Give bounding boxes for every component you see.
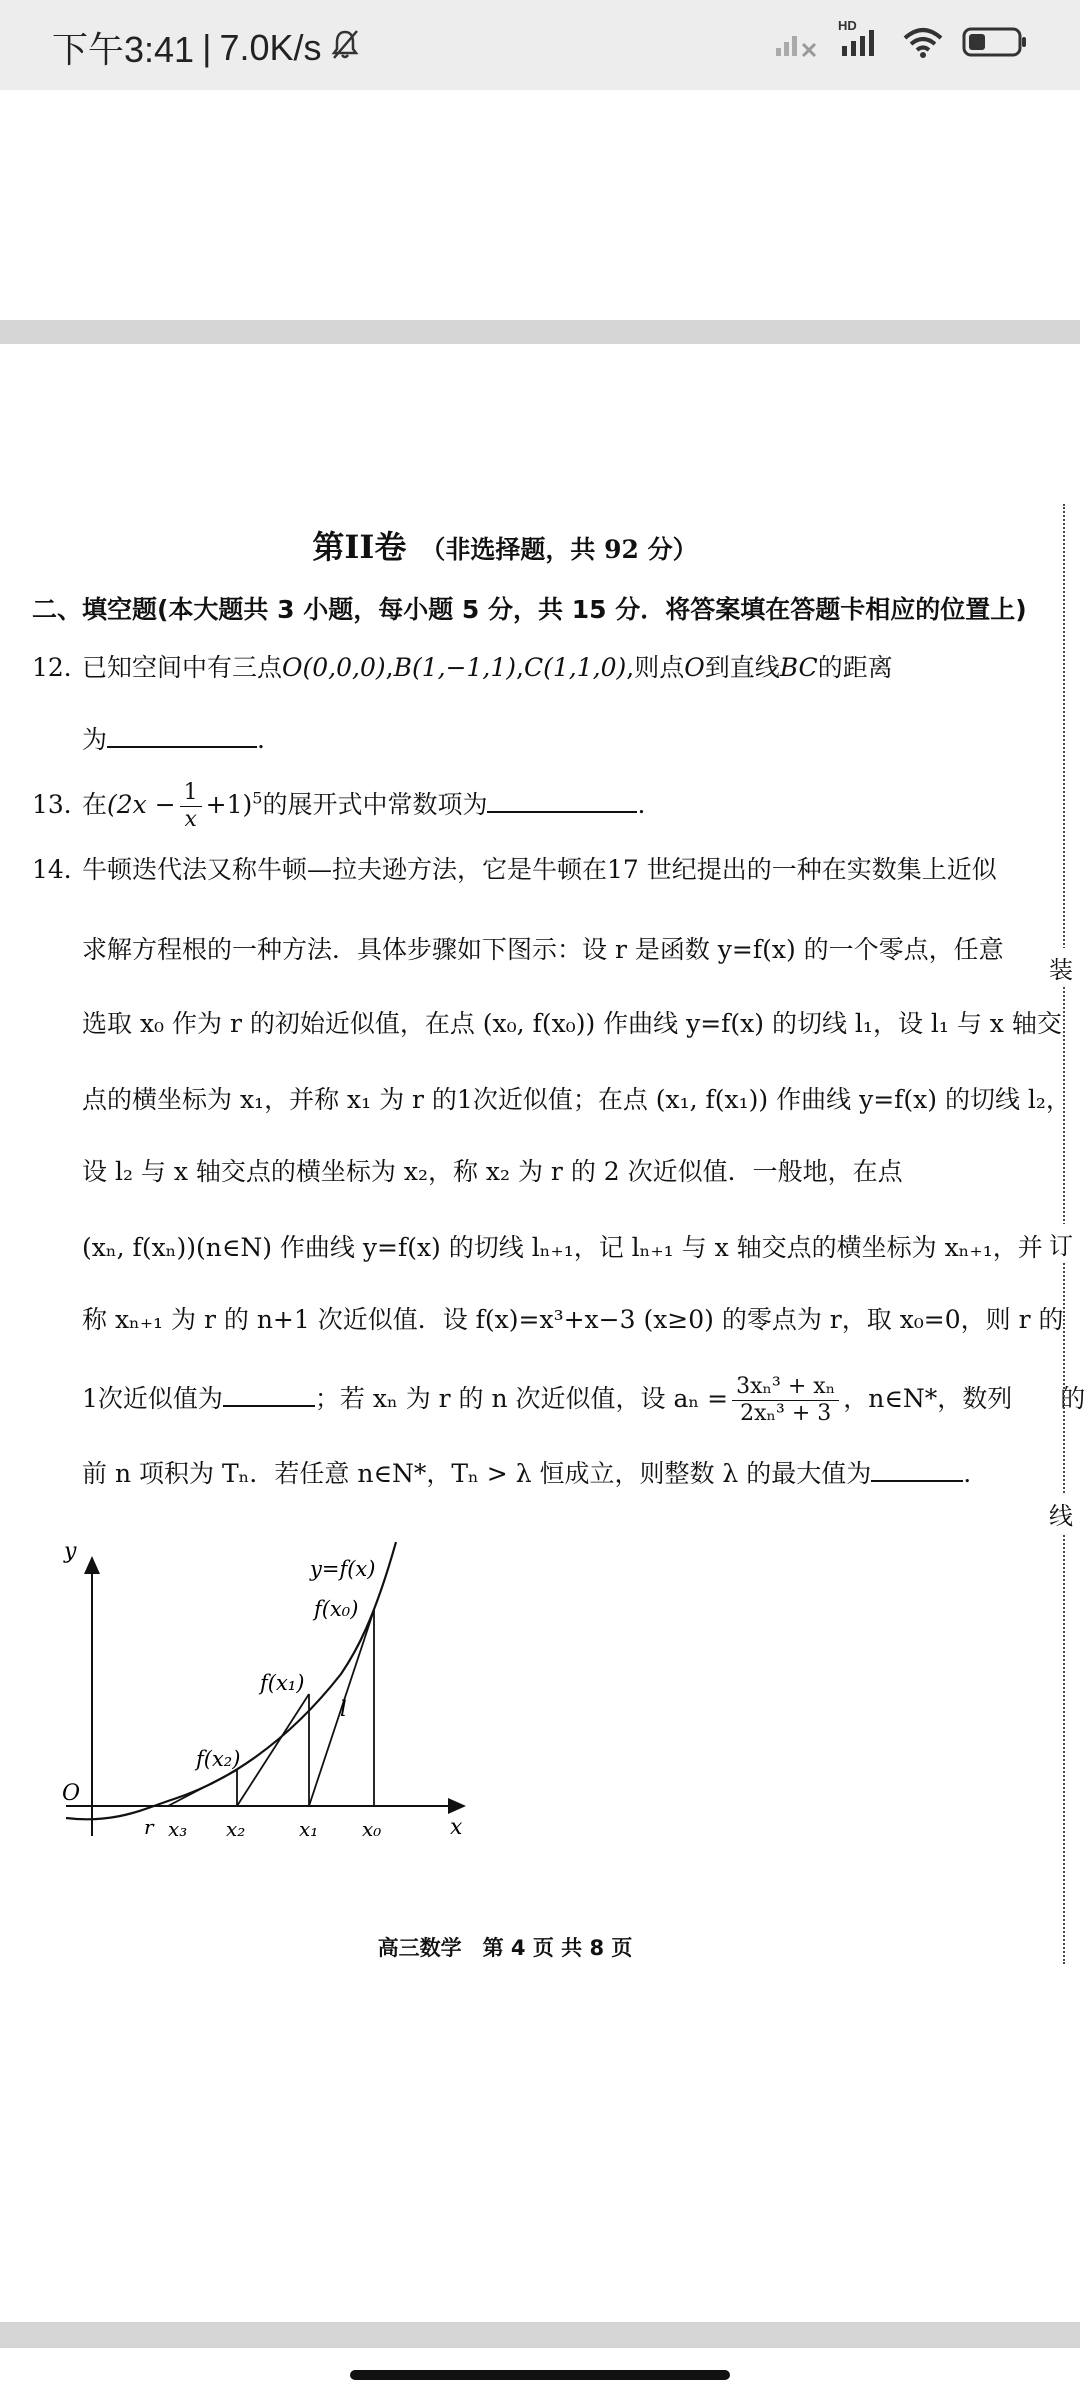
label-x-axis: x xyxy=(450,1815,463,1840)
binding-char-ding: 订 xyxy=(1049,1224,1073,1263)
q13-frac-den: x xyxy=(184,807,197,832)
q12-point-o: O(0,0,0) xyxy=(282,653,386,682)
q12-end: . xyxy=(257,725,265,754)
status-time: 下午3:41 xyxy=(52,29,195,70)
question-14-line-4: 点的横坐标为 x₁，并称 x₁ 为 r 的1次近似值；在点 (x₁, f(x₁)) 作曲线 y=f(x) 的切线 l₂， xyxy=(82,1085,1071,1114)
battery-icon xyxy=(962,26,1028,63)
part-title-text: 第II卷 xyxy=(312,528,407,566)
q14-line-8-a: 1次近似值为 xyxy=(82,1384,223,1413)
q14-line-9-a: 前 n 项积为 Tₙ．若任意 n∈N*，Tₙ > λ 恒成立，则整数 λ 的最大值为 xyxy=(82,1459,872,1488)
q13-end: . xyxy=(637,790,646,819)
question-14-line-6: (xₙ, f(xₙ))(n∈N) 作曲线 y=f(x) 的切线 lₙ₊₁，记 lₙ₊₁ 与 x 轴交点的横坐标为 xₙ₊₁，并 xyxy=(82,1233,1043,1262)
question-14-line-3: 选取 x₀ 作为 r 的初始近似值，在点 (x₀, f(x₀)) 作曲线 y=f(x) 的切线 l₁，设 l₁ 与 x 轴交 xyxy=(82,1009,1062,1038)
an-fraction xyxy=(732,1374,839,1427)
wifi-icon xyxy=(902,26,944,63)
section-heading: 二、填空题(本大题共 3 小题，每小题 5 分，共 15 分．将答案填在答题卡相应的位置上) xyxy=(32,595,1027,624)
binding-char-zhuang: 装 xyxy=(1049,948,1073,987)
status-divider: | xyxy=(202,26,212,68)
q12-text-4: 的距离 xyxy=(817,653,893,682)
label-curve: y=f(x) xyxy=(310,1557,376,1581)
label-fx2: f(x₂) xyxy=(196,1747,241,1771)
label-x3: x₃ xyxy=(168,1817,188,1841)
exam-page xyxy=(0,344,1085,2322)
label-fx0: f(x₀) xyxy=(314,1597,359,1621)
label-fx1: f(x₁) xyxy=(260,1671,305,1695)
network-speed: 7.0K/s xyxy=(219,26,322,68)
curve-fx xyxy=(66,1542,396,1819)
q13-frac-num: 1 xyxy=(180,780,202,807)
status-right xyxy=(774,18,1028,63)
answer-blank-12 xyxy=(107,722,257,748)
label-tangent: l xyxy=(340,1697,347,1721)
part-subtitle: （非选择题，共 92 分） xyxy=(420,535,698,564)
page-separator-bottom xyxy=(0,2322,1080,2348)
label-x1: x₁ xyxy=(299,1817,319,1841)
question-12-number: 12． xyxy=(32,653,89,682)
signal-weak-icon xyxy=(774,26,820,63)
page-footer: 高三数学 第 4 页 共 8 页 xyxy=(377,1936,633,1960)
q14-line-8-b: ；若 xₙ 为 r 的 n 次近似值，设 aₙ = xyxy=(314,1384,729,1413)
label-r: r xyxy=(144,1815,154,1839)
question-13-number: 13． xyxy=(32,790,89,819)
question-14-line-2: 求解方程根的一种方法．具体步骤如下图示：设 r 是函数 y=f(x) 的一个零点，任意 xyxy=(82,935,1004,964)
home-indicator[interactable] xyxy=(350,2370,730,2380)
page-separator-top xyxy=(0,320,1080,344)
an-denominator: 2xₙ³ + 3 xyxy=(740,1401,832,1426)
label-origin: O xyxy=(62,1781,81,1806)
question-14-line-9 xyxy=(82,1456,971,1492)
q13-exponent: 5 xyxy=(252,788,263,808)
label-x2: x₂ xyxy=(226,1817,246,1841)
answer-blank-14a xyxy=(223,1381,315,1407)
status-left xyxy=(52,22,360,73)
bell-off-icon xyxy=(330,27,360,69)
q12-point-c: C(1,1,0) xyxy=(523,653,627,682)
label-x0: x₀ xyxy=(362,1817,382,1841)
question-12-line-1: 12．已知空间中有三点O(0,0,0),B(1,−1,1),C(1,1,0),则点O到直线BC的距离 xyxy=(32,650,893,686)
q12-point-b: B(1,−1,1) xyxy=(393,653,517,682)
answer-blank-13 xyxy=(487,787,637,813)
an-numerator: 3xₙ³ + xₙ xyxy=(732,1374,839,1401)
q13-open: (2x − xyxy=(107,790,176,819)
q14-line-1-text: 牛顿迭代法又称牛顿—拉夫逊方法，它是牛顿在17 世纪提出的一种在实数集上近似 xyxy=(82,855,997,884)
q12-o-label: O xyxy=(684,653,705,682)
signal-strong-icon xyxy=(838,18,884,63)
question-14-line-7: 称 xₙ₊₁ 为 r 的 n+1 次近似值．设 f(x)=x³+x−3 (x≥0) 的零点为 r，取 x₀=0，则 r 的 xyxy=(82,1305,1064,1334)
answer-blank-14b xyxy=(871,1456,963,1482)
question-13 xyxy=(32,780,645,833)
part-title xyxy=(0,522,1010,568)
q13-close: +1) xyxy=(205,790,253,819)
newton-method-graph xyxy=(56,1534,476,1854)
question-14-line-5: 设 l₂ 与 x 轴交点的横坐标为 x₂，称 x₂ 为 r 的 2 次近似值．一般地，在点 xyxy=(82,1157,903,1186)
q12-text-5: 为 xyxy=(82,725,108,754)
q14-line-9-end: . xyxy=(963,1459,972,1488)
q12-text: 已知空间中有三点 xyxy=(82,653,283,682)
status-bar xyxy=(0,0,1080,90)
question-12-line-2 xyxy=(82,722,265,758)
tangent-l3 xyxy=(168,1770,237,1806)
question-14-number: 14． xyxy=(32,855,89,884)
q12-text-3: 到直线 xyxy=(704,653,780,682)
question-14-line-8 xyxy=(82,1374,1085,1427)
q13-prefix: 在 xyxy=(82,790,108,819)
network-type-label: HD xyxy=(838,18,857,33)
question-14-line-1 xyxy=(32,852,997,888)
q13-fraction xyxy=(180,780,202,833)
label-y-axis: y xyxy=(64,1539,77,1564)
tangent-l2 xyxy=(237,1694,309,1806)
q14-line-8-c: ，n∈N*，数列 xyxy=(843,1384,1013,1413)
q14-line-8-d: 的 xyxy=(1060,1384,1085,1413)
q12-text-2: 则点 xyxy=(634,653,685,682)
q12-bc-label: BC xyxy=(779,653,818,682)
binding-char-xian: 线 xyxy=(1049,1494,1073,1533)
q13-text: 的展开式中常数项为 xyxy=(262,790,488,819)
